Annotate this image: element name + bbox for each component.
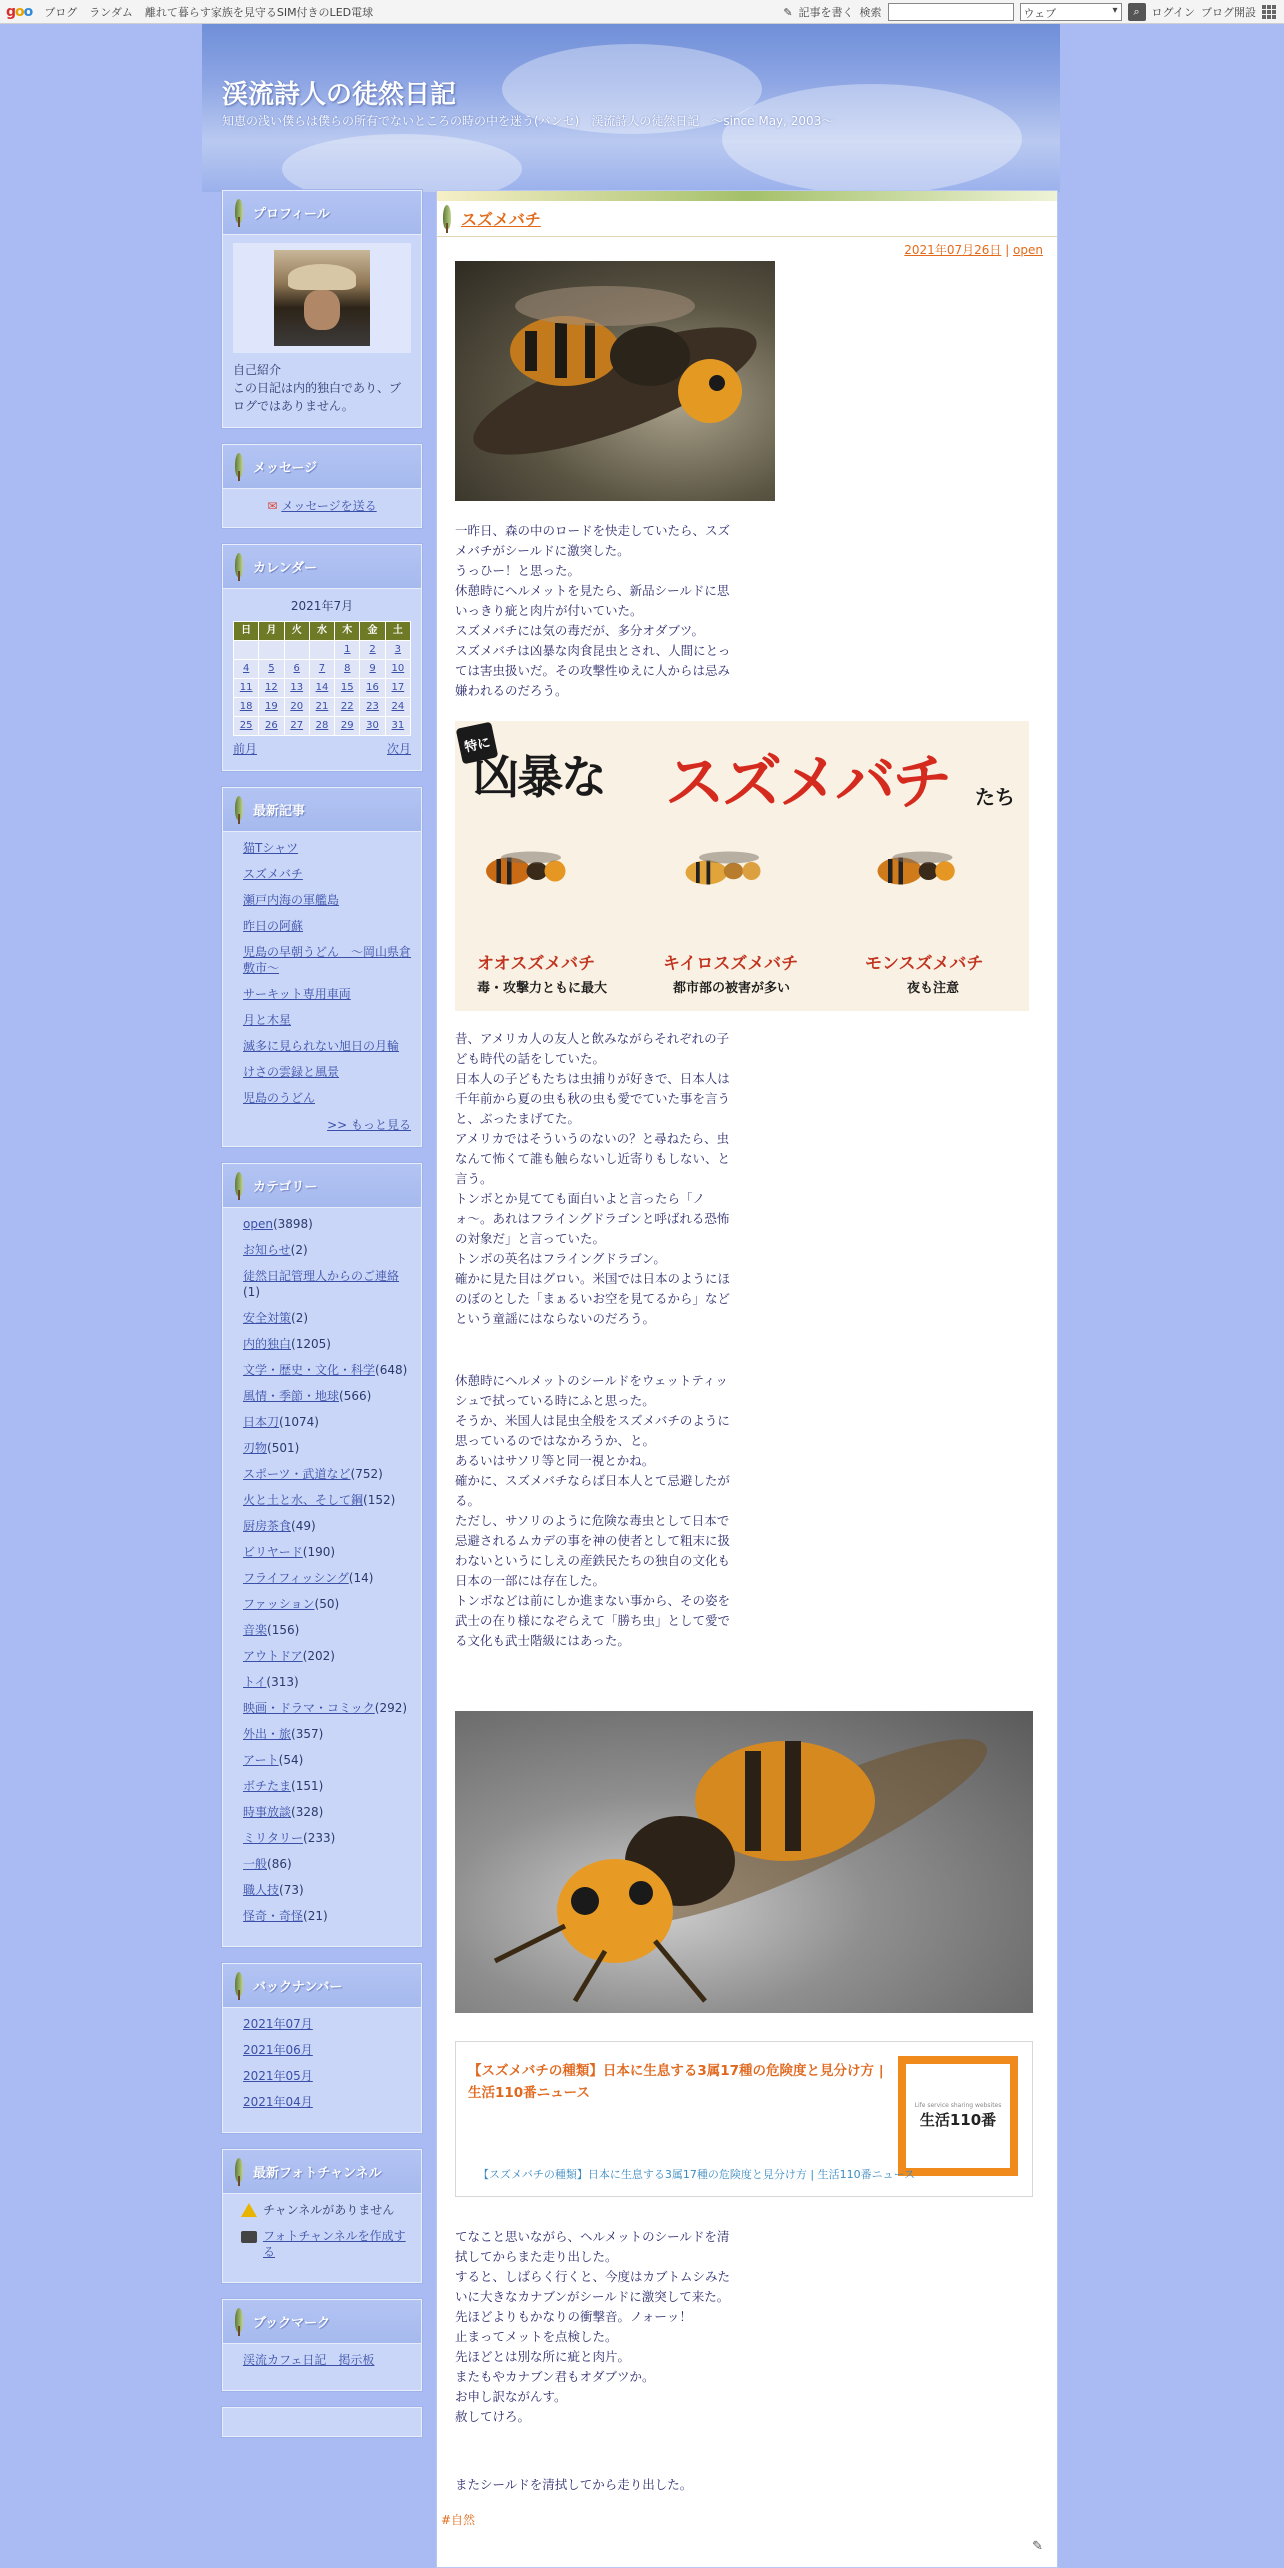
category-count: (152) [363, 1493, 396, 1507]
categories-box [222, 1163, 422, 1947]
calendar-day-link[interactable]: 15 [340, 682, 354, 693]
leaf-icon [233, 1972, 245, 2000]
post-paragraph-4: てなこと思いながら、ヘルメットのシールドを清拭してからまた走り出した。 すると、しばらく行くと、今度はカブトムシみたいに大きなカナブンがシールドに激突して来た。 先ほどよりもかなりの衝撃音。ノォーッ！ 止まってメットを点検した。 先ほどとは別な所に疵と肉片。 またもやカナブン君もオダブツか。 お申し訳ながんす。 赦してけろ。 [455, 2229, 731, 2424]
calendar-day[interactable] [284, 717, 309, 736]
calendar-day-link[interactable]: 25 [239, 720, 253, 731]
category-count: (648) [375, 1363, 408, 1377]
site-description: 知恵の浅い僕らは僕らの所有でないところの時の中を迷う(パンセ) 渓流詩人の徒然日記 ～since May, 2003～ [222, 114, 834, 128]
calendar-day[interactable] [259, 660, 284, 679]
calendar-prev-link[interactable]: 前月 [233, 742, 258, 756]
calendar-day[interactable] [360, 698, 385, 717]
recent-post-link[interactable]: 月と木星 [243, 1013, 292, 1027]
category-item [243, 1440, 411, 1456]
category-count: (190) [302, 1545, 336, 1559]
bee-illustration-2 [669, 841, 789, 901]
category-link[interactable]: トイ [243, 1675, 267, 1689]
search-label: 検索 [859, 6, 882, 19]
category-link[interactable]: 怪奇・奇怪 [243, 1909, 304, 1923]
recent-post-link[interactable]: 猫Tシャツ [243, 841, 299, 855]
recent-post-link[interactable]: 児島のうどん [243, 1091, 316, 1105]
calendar-day-link[interactable]: 28 [315, 720, 329, 731]
category-link[interactable]: 火と土と水、そして鋼 [243, 1493, 364, 1507]
photo-channel-box [222, 2149, 422, 2283]
banner-text-2: スズメバチ [665, 748, 950, 818]
category-item [243, 1804, 411, 1820]
category-count: (1074) [279, 1415, 319, 1429]
top-bar [0, 0, 1284, 24]
leaf-icon [233, 199, 245, 227]
category-count: (86) [267, 1857, 292, 1871]
post-title[interactable]: スズメバチ [461, 210, 541, 229]
category-item [243, 1544, 411, 1560]
banner-text-3: たち [975, 785, 1015, 809]
category-link[interactable]: お知らせ [243, 1243, 291, 1257]
category-item [243, 1778, 411, 1794]
category-item [243, 1700, 411, 1716]
category-item [243, 1362, 411, 1378]
calendar-day-link[interactable]: 30 [366, 720, 379, 731]
calendar-day[interactable] [360, 679, 385, 698]
category-item [243, 1830, 411, 1846]
calendar-day-link[interactable]: 11 [239, 682, 253, 693]
category-link[interactable]: ビリヤード [243, 1545, 303, 1559]
category-count: (49) [291, 1519, 316, 1533]
calendar-day-link[interactable]: 3 [394, 644, 402, 655]
category-link[interactable]: 外出・旅 [243, 1727, 292, 1741]
category-item [243, 1570, 411, 1586]
category-item [243, 1414, 411, 1430]
category-count: (14) [348, 1571, 374, 1585]
post-paragraph-2: 昔、アメリカ人の友人と飲みながらそれぞれの子ども時代の話をしていた。 日本人の子どもたちは虫捕りが好きで、日本人は千年前から夏の虫も秋の虫も愛でていた事を言うと、ぶったまげてた。 アメリカではそういうのないの？と尋ねたら、虫なんて怖くて誰も触らないし近寄りもしない、と言う。 トンボとか見てても面白いよと言ったら「ノォ〜。あれはフライングドラゴンと呼ばれる恐怖の対象だ」と言っていた。 トンボの英名はフライングドラゴン。 確かに見た目はグロい。米国では日本のようにほのぼのとした「まぁるいお空を見てるから」などという童謡にはならないのだろう。 [455, 1031, 731, 1326]
calendar-day[interactable] [234, 698, 259, 717]
backnumber-link[interactable]: 2021年06月 [243, 2043, 313, 2057]
bee-illustration-3 [855, 841, 975, 901]
calendar-day[interactable] [259, 698, 284, 717]
photo-heading: 最新フォトチャンネル [253, 2166, 382, 2181]
category-item [243, 1882, 411, 1898]
calendar-day[interactable] [309, 660, 334, 679]
category-count: (54) [278, 1753, 304, 1767]
edit-pen-icon[interactable]: ✎ [1032, 2539, 1043, 2554]
apps-grid-icon[interactable] [1262, 5, 1276, 19]
pencil-icon: ✎ [783, 5, 793, 19]
recent-post-link[interactable]: 瀬戸内海の軍艦島 [243, 893, 340, 907]
calendar-day-link[interactable]: 21 [315, 701, 329, 712]
bookmark-heading: ブックマーク [253, 2316, 331, 2331]
bookmark-link[interactable]: 渓流カフェ日記 掲示板 [243, 2353, 375, 2367]
leaf-icon [233, 453, 245, 481]
backnumber-link[interactable]: 2021年05月 [243, 2069, 313, 2083]
backnumber-box [222, 1963, 422, 2133]
calendar-day-link[interactable]: 27 [290, 720, 304, 731]
categories-heading: カテゴリー [253, 1180, 318, 1195]
category-link[interactable]: 安全対策 [243, 1311, 292, 1325]
calendar-day-link[interactable]: 7 [318, 663, 326, 674]
calendar-weekday: 水 [309, 622, 334, 641]
recent-post-link[interactable]: 児島の早朝うどん ～岡山県倉敷市～ [243, 945, 412, 975]
category-item [243, 1518, 411, 1534]
category-count: (156) [267, 1623, 300, 1637]
leaf-icon [233, 553, 245, 581]
category-link[interactable]: ミリタリー [243, 1831, 304, 1845]
category-item [243, 1388, 411, 1404]
category-link[interactable]: 文学・歴史・文化・科学 [243, 1363, 376, 1377]
recent-post-link[interactable]: 滅多に見られない旭日の月輪 [243, 1039, 400, 1053]
bee-desc-2: 都市部の被害が多い [673, 981, 791, 996]
backnumber-link[interactable]: 2021年04月 [243, 2095, 313, 2109]
category-link[interactable]: 日本刀 [243, 1415, 280, 1429]
calendar-day[interactable] [385, 679, 410, 698]
calendar-day[interactable] [385, 717, 410, 736]
profile-heading: プロフィール [253, 207, 330, 222]
calendar-day-link[interactable]: 12 [265, 682, 278, 693]
calendar-day[interactable] [309, 717, 334, 736]
send-message-link[interactable]: メッセージを送る [281, 499, 377, 513]
calendar-day-link[interactable]: 10 [391, 663, 405, 674]
calendar-day[interactable] [335, 641, 360, 660]
post-paragraph-5: またシールドを清拭してから走り出した。 [455, 2477, 693, 2492]
category-link[interactable]: 内的独白 [243, 1337, 292, 1351]
search-button[interactable] [1128, 3, 1146, 21]
top-nav [44, 4, 373, 20]
nav-random[interactable]: ランダム [89, 5, 133, 19]
category-count: (313) [266, 1675, 299, 1689]
next-box [222, 2407, 422, 2437]
calendar-box [222, 544, 422, 771]
calendar-day[interactable] [284, 660, 309, 679]
category-item [243, 1268, 411, 1300]
hornet-banner[interactable] [455, 721, 1029, 1011]
calendar-day-link[interactable]: 17 [391, 682, 405, 693]
category-item [243, 1856, 411, 1872]
calendar-day[interactable] [309, 698, 334, 717]
leaf-icon [233, 2158, 245, 2186]
calendar-day-link[interactable]: 2 [369, 644, 376, 655]
calendar-day[interactable] [309, 679, 334, 698]
calendar-weekday: 土 [385, 622, 410, 641]
calendar-day-link[interactable]: 18 [239, 701, 253, 712]
post-paragraph-3: 休憩時にヘルメットのシールドをウェットティッシュで拭っている時にふと思った。 そうか、米国人は昆虫全般をスズメバチのように思っているのではなかろうか、と。 あるいはサソリ等と同一視とかね。 確かに、スズメバチならば日本人とて忌避したがる。 ただし、サソリのように危険な毒虫として日本で忌避されるムカデの事を神の使者として粗末に扱わないというにしえの産鉄民たちの独自の文化も日本の一部には存在した。 トンボなどは前にしか進まない事から、その姿を武士の在り様になぞらえて「勝ち虫」として愛でる文化も武士階級にはあった。 [455, 1373, 731, 1648]
warning-icon [241, 2203, 257, 2217]
calendar-day-link[interactable]: 14 [315, 682, 329, 693]
post-date[interactable]: 2021年07月26日 [904, 243, 1002, 257]
bee-desc-3: 夜も注意 [907, 981, 960, 996]
category-count: (2) [291, 1311, 309, 1325]
category-count: (1205) [291, 1337, 331, 1351]
category-item [243, 1216, 411, 1232]
calendar-table [233, 621, 411, 736]
bee-name-2: キイロスズメバチ [663, 954, 799, 974]
category-count: (233) [303, 1831, 336, 1845]
category-count: (292) [374, 1701, 408, 1715]
category-count: (752) [350, 1467, 383, 1481]
calendar-day-link[interactable]: 22 [340, 701, 354, 712]
category-link[interactable]: 映画・ドラマ・コミック [243, 1701, 375, 1715]
recent-post-link[interactable]: スズメバチ [243, 867, 303, 881]
category-item [243, 1310, 411, 1326]
calendar-weekday: 月 [259, 622, 284, 641]
mail-icon: ✉ [267, 499, 278, 513]
calendar-day-link[interactable]: 26 [265, 720, 278, 731]
login-link[interactable]: ログイン [1151, 6, 1195, 19]
calendar-day[interactable] [360, 717, 385, 736]
calendar-day[interactable] [234, 660, 259, 679]
calendar-day[interactable] [234, 717, 259, 736]
link-card-url[interactable]: 【スズメバチの種類】日本に生息する3属17種の危険度と見分け方 | 生活110番ニュース [478, 2168, 916, 2181]
category-link[interactable]: 厨房茶食 [243, 1519, 292, 1533]
category-item [243, 1674, 411, 1690]
main-content: スズメバチ 2021年07月26日 | open 一昨日、森の中のロードを快走していたら、スズメバチがシールドに激突した。 うっひー！と思った。 休憩時にヘルメットを見たら、新品シールドに思いっきり疵と肉片が付いていた。 スズメバチには気の毒だが、多分オダブツ。 スズメバチは凶暴な肉食昆虫とされ、人間にとっては害虫扱いだ。その攻撃性ゆえに人からは忌み嫌われるのだろう。 特に 凶暴な スズメバチ たち オオスズメバチ 毒・攻撃力ともに最大 キイロスズメバチ 都市部の被害が多い モンスズメバチ 夜も注意 昔、アメリカ人の友人と飲みながらそれぞれの子ども時代の話をしていた。 日本人の子どもたちは虫捕りが好きで、日本人は千年前から夏の虫も秋の虫も愛でていた事を言うと、ぶったまげてた。 アメリカではそういうのないの？と尋ねたら、虫なんて怖くて誰も触らないし近寄りもしない、と言う。 トンボとか見てても面白いよと言ったら「ノォ〜。あれはフライングドラゴンと呼ばれる恐怖の対象だ」と言っていた。 トンボの英名はフライングドラゴン。 確かに見た目はグロい。米国では日本のようにほのぼのとした「まぁるいお空を見てるから」などという童謡にはならないのだろう。 休憩時にヘルメットのシールドをウェットティッシュで拭っている時にふと思った。 そうか、米国人は昆虫全般をスズメバチのように思っているのではなかろうか、と。 あるいはサソリ等と同一視とかね。 確かに、スズメバチならば日本人とて忌避したがる。 ただし、サソリのように危険な毒虫として日本で忌避されるムカデの事を神の使者として粗末に扱わないというにしえの産鉄民たちの独自の文化も日本の一部には存在した。 トンボなどは前にしか進まない事から、その姿を武士の在り様になぞらえて「勝ち虫」として愛でる文化も武士階級にはあった。 【スズメバチの種類】日本に生息する3属17種の危険度と見分け方 | 生活110番ニュース Life service sharing websites 生活110番 【スズメバチの種類】日本に生息する3属17種の危険度と見分け方 | 生活110番ニュース てなこと思いながら、ヘルメットのシールドを清拭してからまた走り出した。 すると、しばらく行くと、今度はカブトムシみたいに大きなカナブンがシールドに激突して来た。 先ほどよりもかなりの衝撃音。ノォーッ！ 止まってメットを点検した。 先ほどとは別な所に疵と肉片。 またもやカナブン君もオダブツか。 お申し訳ながんす。 赦してけろ。 またシールドを清拭してから走り出した。 #自然 ✎ [436, 190, 1058, 2568]
bee-desc-1: 毒・攻撃力ともに最大 [477, 981, 608, 996]
leaf-icon [233, 2308, 245, 2336]
calendar-day[interactable] [284, 679, 309, 698]
calendar-day-link[interactable]: 24 [391, 701, 405, 712]
profile-box [222, 190, 422, 428]
category-count: (357) [291, 1727, 324, 1741]
calendar-day[interactable] [385, 660, 410, 679]
calendar-day-link[interactable]: 8 [344, 663, 351, 674]
recent-post-link[interactable]: けさの雲録と風景 [243, 1065, 340, 1079]
backnumber-link[interactable]: 2021年07月 [243, 2017, 313, 2031]
camera-icon [241, 2231, 257, 2243]
search-icon: ⌕ [1133, 5, 1140, 18]
goo-logo[interactable]: goo [6, 3, 33, 20]
nav-ad-link[interactable]: 離れて暮らす家族を見守るSIM付きのLED電球 [144, 5, 374, 19]
bee-name-3: モンスズメバチ [865, 954, 984, 974]
bee-illustration-1 [471, 841, 591, 901]
open-blog-link[interactable]: ブログ開設 [1201, 6, 1256, 19]
calendar-day-link[interactable]: 6 [293, 663, 300, 674]
category-count: (202) [302, 1649, 335, 1663]
category-item [243, 1908, 411, 1924]
nav-blog[interactable]: ブログ [44, 5, 78, 19]
category-link[interactable]: 一般 [243, 1857, 268, 1871]
profile-intro: 自己紹介 [233, 363, 282, 377]
calendar-day-link[interactable]: 23 [366, 701, 379, 712]
category-link[interactable]: ボチたま [243, 1779, 292, 1793]
calendar-day[interactable] [335, 698, 360, 717]
leaf-icon [233, 796, 245, 824]
category-link[interactable]: フライフィッシング [243, 1571, 349, 1585]
calendar-day[interactable] [259, 717, 284, 736]
calendar-day[interactable] [385, 698, 410, 717]
search-input[interactable] [888, 3, 1014, 21]
calendar-day-link[interactable]: 16 [366, 682, 379, 693]
no-channel-text: チャンネルがありません [263, 2203, 395, 2217]
category-link[interactable]: アート [243, 1753, 279, 1767]
calendar-day-link[interactable]: 20 [290, 701, 304, 712]
calendar-day-link[interactable]: 5 [268, 663, 275, 674]
calendar-next-link[interactable]: 次月 [386, 742, 411, 756]
calendar-day[interactable] [360, 641, 385, 660]
category-link[interactable]: 職人技 [243, 1883, 280, 1897]
bee-name-1: オオスズメバチ [477, 954, 596, 974]
backnumber-heading: バックナンバー [253, 1980, 343, 1995]
logo-tagline: Life service sharing websites [914, 2102, 1002, 2109]
category-item [243, 1466, 411, 1482]
bookmark-box [222, 2299, 422, 2391]
top-right-controls [783, 0, 1276, 24]
profile-text: この日記は内的独白であり、ブログではありません。 [233, 381, 402, 413]
recent-post-link[interactable]: 昨日の阿蘇 [243, 919, 304, 933]
category-count: (21) [303, 1909, 328, 1923]
calendar-day-link[interactable]: 19 [265, 701, 278, 712]
link-card-title[interactable]: 【スズメバチの種類】日本に生息する3属17種の危険度と見分け方 | 生活110番ニュース [468, 2063, 884, 2101]
category-count: (501) [267, 1441, 300, 1455]
calendar-day [309, 641, 334, 660]
link-card-logo [898, 2056, 1018, 2176]
create-channel-link[interactable]: フォトチャンネルを作成する [263, 2229, 406, 2259]
calendar-day-link[interactable]: 13 [290, 682, 304, 693]
category-count: (151) [291, 1779, 324, 1793]
sidebar [222, 190, 422, 2453]
category-link[interactable]: 音楽 [243, 1623, 268, 1637]
category-link[interactable]: アウトドア [243, 1649, 303, 1663]
post-tag[interactable]: #自然 [441, 2513, 476, 2527]
blog-header [202, 24, 1060, 192]
calendar-weekday: 金 [360, 622, 385, 641]
logo-text: 生活110番 [919, 2111, 997, 2129]
hornet-photo-1[interactable] [455, 261, 775, 501]
category-count: (2) [290, 1243, 308, 1257]
calendar-month: 2021年7月 [290, 599, 354, 613]
calendar-day[interactable] [335, 660, 360, 679]
recent-more-link[interactable]: >> もっと見る [327, 1118, 411, 1132]
post-paragraph-1: 一昨日、森の中のロードを快走していたら、スズメバチがシールドに激突した。 うっひー！と思った。 休憩時にヘルメットを見たら、新品シールドに思いっきり疵と肉片が付いていた。 スズメバチには気の毒だが、多分オダブツ。 スズメバチは凶暴な肉食昆虫とされ、人間にとっては害虫扱いだ。その攻撃性ゆえに人からは忌み嫌われるのだろう。 [455, 523, 731, 698]
calendar-day-link[interactable]: 1 [344, 644, 351, 655]
category-item [243, 1242, 411, 1258]
calendar-day[interactable] [385, 641, 410, 660]
category-count: (50) [314, 1597, 340, 1611]
category-count: (73) [279, 1883, 304, 1897]
category-item [243, 1596, 411, 1612]
calendar-heading: カレンダー [253, 561, 318, 576]
post-category-link[interactable]: open [1013, 243, 1043, 257]
calendar-day-link[interactable]: 31 [391, 720, 405, 731]
search-scope-select[interactable]: ウェブ ▾ [1020, 3, 1122, 21]
message-heading: メッセージ [253, 461, 318, 476]
category-count: (566) [339, 1389, 372, 1403]
profile-image[interactable] [233, 243, 411, 353]
category-item [243, 1726, 411, 1742]
recent-heading: 最新記事 [253, 804, 306, 819]
site-title[interactable]: 渓流詩人の徒然日記 [222, 80, 457, 110]
category-count: (1) [243, 1285, 260, 1299]
link-card[interactable] [455, 2041, 1033, 2197]
calendar-day[interactable] [335, 717, 360, 736]
leaf-icon [233, 1172, 245, 1200]
calendar-day [259, 641, 284, 660]
leaf-icon [441, 205, 453, 233]
category-count: (328) [291, 1805, 324, 1819]
category-link[interactable]: 徒然日記管理人からのご連絡 [243, 1269, 400, 1283]
calendar-weekday: 日 [234, 622, 259, 641]
category-item [243, 1336, 411, 1352]
category-count: (3898) [272, 1217, 313, 1231]
write-article-link[interactable]: 記事を書く [798, 6, 854, 19]
recent-post-link[interactable]: サーキット専用車両 [243, 987, 351, 1001]
category-link[interactable]: 刃物 [243, 1441, 268, 1455]
banner-prefix: 特に [456, 722, 499, 765]
category-link[interactable]: open [243, 1217, 273, 1231]
recent-posts-box [222, 787, 422, 1147]
message-box [222, 444, 422, 528]
category-item [243, 1622, 411, 1638]
calendar-weekday: 木 [335, 622, 360, 641]
category-link[interactable]: ファッション [243, 1597, 315, 1611]
calendar-weekday: 火 [284, 622, 309, 641]
category-link[interactable]: 風情・季節・地球 [243, 1389, 340, 1403]
calendar-day-link[interactable]: 4 [242, 663, 250, 674]
hornet-photo-2[interactable] [455, 1711, 1033, 2013]
calendar-day [234, 641, 259, 660]
calendar-day[interactable] [234, 679, 259, 698]
calendar-day[interactable] [335, 679, 360, 698]
calendar-day[interactable] [259, 679, 284, 698]
calendar-day-link[interactable]: 9 [369, 663, 376, 674]
category-link[interactable]: スポーツ・武道など [243, 1467, 351, 1481]
calendar-day[interactable] [284, 698, 309, 717]
category-item [243, 1648, 411, 1664]
category-item [243, 1492, 411, 1508]
calendar-day[interactable] [360, 660, 385, 679]
calendar-day [284, 641, 309, 660]
calendar-day-link[interactable]: 29 [340, 720, 354, 731]
banner-text-1: 凶暴な [473, 750, 605, 804]
category-link[interactable]: 時事放談 [243, 1805, 292, 1819]
category-item [243, 1752, 411, 1768]
